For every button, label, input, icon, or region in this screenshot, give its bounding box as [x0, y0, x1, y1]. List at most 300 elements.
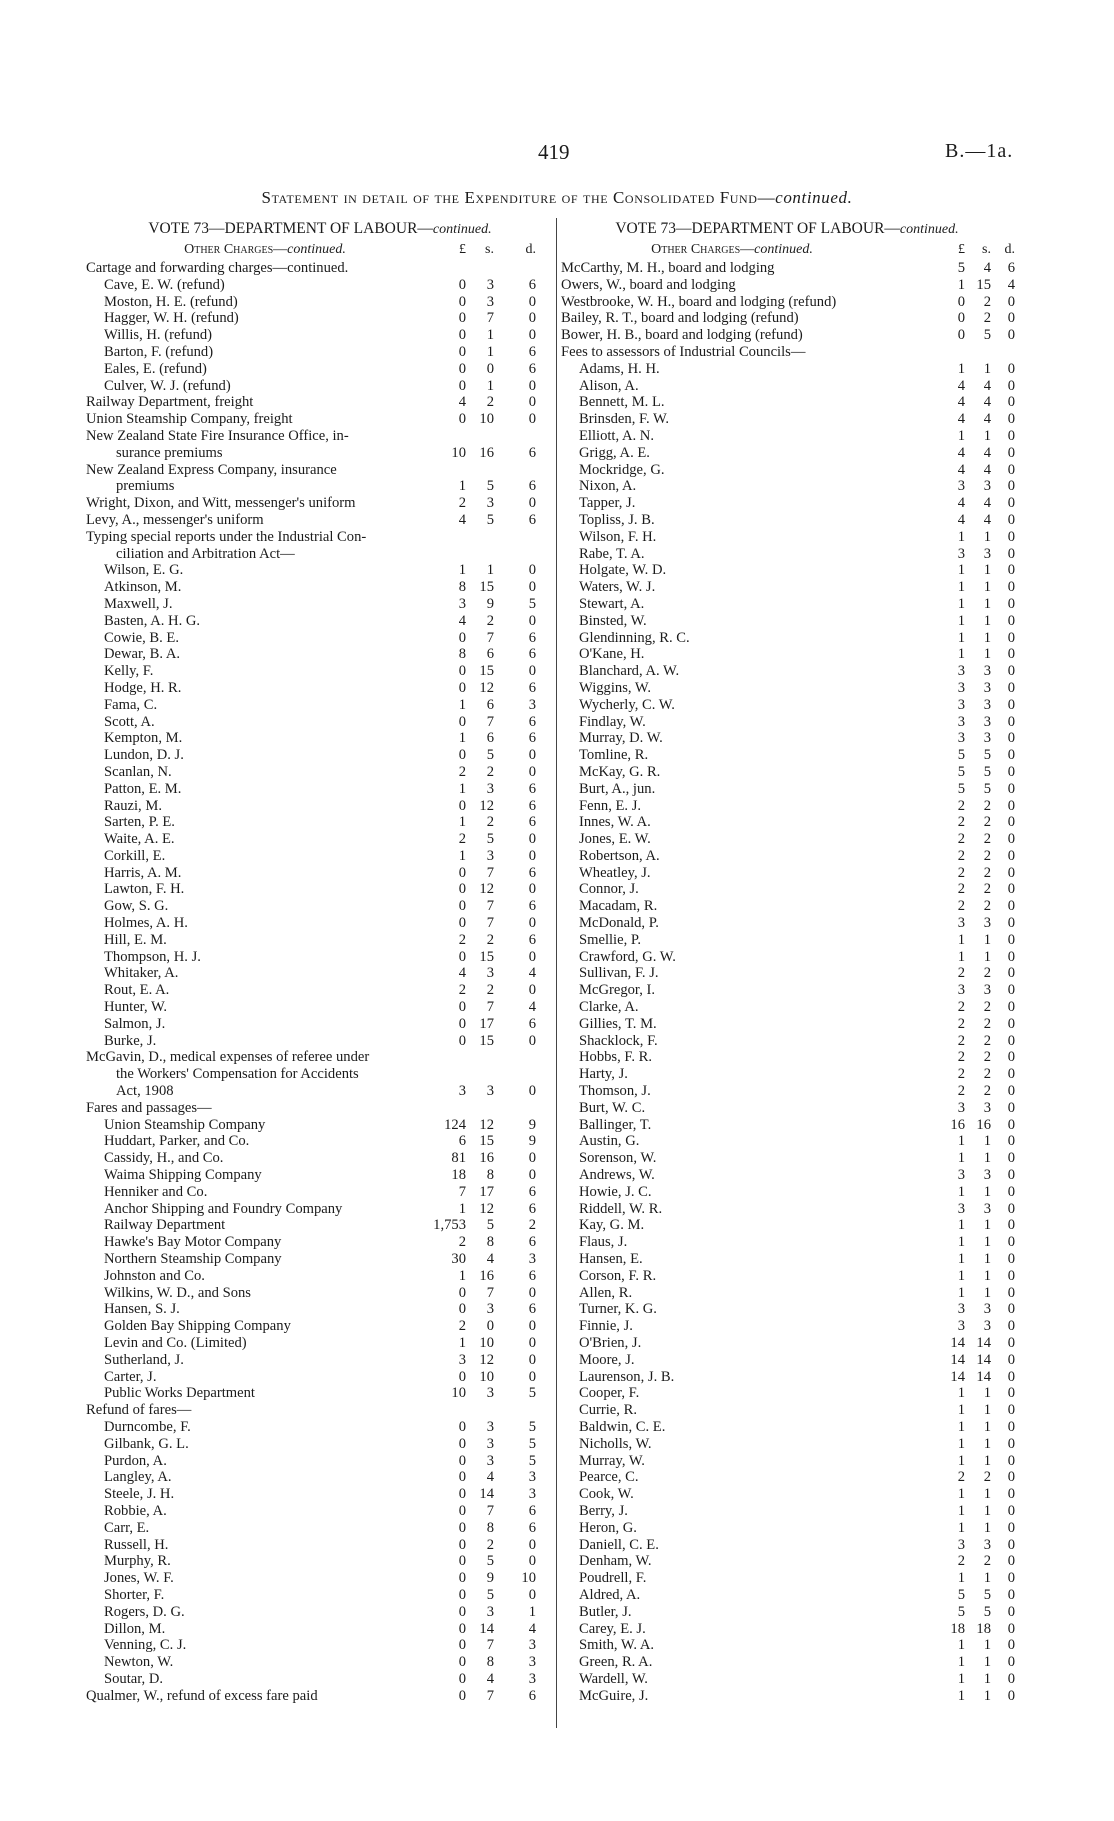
amount-pounds: 2: [458, 1234, 466, 1251]
ledger-row: [86, 277, 554, 294]
amount-pence: 0: [1007, 478, 1015, 495]
ledger-row: [86, 764, 554, 781]
amount-pence: 2: [528, 1217, 536, 1234]
ledger-row: [86, 495, 554, 512]
amount-shillings: 4: [486, 1670, 494, 1687]
amount-pence: 0: [1007, 528, 1015, 545]
amount-pounds: 3: [458, 1083, 466, 1100]
title-continued: continued.: [775, 188, 853, 207]
amount-shillings: 2: [983, 965, 991, 982]
amount-pence: 0: [1007, 915, 1015, 932]
amount-shillings: 5: [486, 511, 494, 528]
amount-pence: 0: [528, 327, 536, 344]
amount-pounds: 0: [957, 310, 965, 327]
amount-pounds: 0: [458, 1452, 466, 1469]
amount-shillings: 4: [983, 411, 991, 428]
amount-shillings: 1: [983, 1183, 991, 1200]
entry-description: Howie, J. C.: [579, 1183, 652, 1200]
amount-shillings: 3: [983, 1301, 991, 1318]
amount-pence: 0: [1007, 360, 1015, 377]
amount-shillings: 4: [486, 1469, 494, 1486]
entry-description: ciliation and Arbitration Act—: [116, 545, 295, 562]
amount-shillings: 12: [479, 1200, 494, 1217]
ledger-row: [557, 747, 1017, 764]
amount-pounds: 4: [458, 394, 466, 411]
ledger-row: [557, 1066, 1017, 1083]
entry-description: Carey, E. J.: [579, 1620, 646, 1637]
ledger-row: [86, 260, 554, 277]
amount-pence: 5: [528, 595, 536, 612]
ledger-row: [557, 764, 1017, 781]
amount-pounds: 1: [957, 360, 965, 377]
amount-pence: 4: [1007, 276, 1015, 293]
ledger-row: [557, 462, 1017, 479]
amount-shillings: 6: [486, 646, 494, 663]
ledger-row: [557, 378, 1017, 395]
amount-shillings: 5: [983, 1603, 991, 1620]
amount-shillings: 3: [486, 1603, 494, 1620]
entry-description: Bennett, M. L.: [579, 394, 665, 411]
ledger-row: [557, 1318, 1017, 1335]
amount-pounds: 0: [458, 327, 466, 344]
ledger-row: [86, 394, 554, 411]
ledger-row: [557, 1234, 1017, 1251]
entry-description: the Workers' Compensation for Accidents: [116, 1066, 359, 1083]
ledger-row: [557, 1049, 1017, 1066]
entry-description: surance premiums: [116, 444, 223, 461]
amount-shillings: 9: [486, 1570, 494, 1587]
amount-shillings: 2: [983, 310, 991, 327]
ledger-row: [86, 881, 554, 898]
amount-pounds: 0: [458, 999, 466, 1016]
amount-pounds: 1: [458, 730, 466, 747]
amount-shillings: 15: [479, 948, 494, 965]
amount-shillings: 3: [983, 730, 991, 747]
entry-description: Binsted, W.: [579, 612, 647, 629]
entry-description: Stewart, A.: [579, 595, 645, 612]
amount-pence: 4: [528, 1620, 536, 1637]
amount-pounds: 124: [444, 1116, 466, 1133]
ledger-row: [557, 327, 1017, 344]
amount-pence: 6: [528, 629, 536, 646]
entry-description: Cook, W.: [579, 1486, 634, 1503]
entry-description: Waite, A. E.: [104, 831, 175, 848]
amount-pence: 0: [1007, 1267, 1015, 1284]
amount-pence: 0: [1007, 1620, 1015, 1637]
amount-pounds: 2: [458, 831, 466, 848]
entry-description: Glendinning, R. C.: [579, 629, 690, 646]
amount-pence: 6: [528, 1183, 536, 1200]
entry-description: Hodge, H. R.: [104, 679, 182, 696]
amount-pence: 6: [528, 898, 536, 915]
amount-pounds: 1: [957, 1486, 965, 1503]
amount-pence: 0: [1007, 310, 1015, 327]
amount-shillings: 5: [486, 1217, 494, 1234]
ledger-row: [86, 1268, 554, 1285]
amount-pounds: 1: [957, 1217, 965, 1234]
amount-pounds: 0: [458, 360, 466, 377]
amount-pounds: 3: [957, 1167, 965, 1184]
amount-pence: 0: [1007, 1418, 1015, 1435]
amount-pounds: 1,753: [433, 1217, 466, 1234]
ledger-row: [557, 898, 1017, 915]
ledger-row: [86, 579, 554, 596]
entry-description: Clarke, A.: [579, 999, 639, 1016]
amount-shillings: 15: [976, 276, 991, 293]
amount-pence: 6: [528, 1015, 536, 1032]
amount-pence: 0: [1007, 545, 1015, 562]
amount-pounds: 0: [458, 1015, 466, 1032]
entry-description: Scanlan, N.: [104, 763, 172, 780]
amount-shillings: 3: [486, 1418, 494, 1435]
amount-pence: 0: [528, 562, 536, 579]
entry-description: Grigg, A. E.: [579, 444, 650, 461]
ledger-row: [557, 1570, 1017, 1587]
entry-description: Venning, C. J.: [104, 1637, 187, 1654]
entry-description: Elliott, A. N.: [579, 427, 654, 444]
ledger-row: [86, 1671, 554, 1688]
entry-description: Flaus, J.: [579, 1234, 628, 1251]
amount-pounds: 0: [458, 881, 466, 898]
amount-pounds: 1: [957, 1150, 965, 1167]
ledger-row: [557, 1369, 1017, 1386]
ledger-row: [557, 1604, 1017, 1621]
amount-pounds: 4: [957, 461, 965, 478]
ledger-row: [557, 1637, 1017, 1654]
entry-description: Alison, A.: [579, 377, 639, 394]
other-charges-heading: [557, 240, 907, 260]
entry-description: Russell, H.: [104, 1536, 169, 1553]
amount-pounds: 1: [458, 1335, 466, 1351]
amount-shillings: 2: [486, 1536, 494, 1553]
ledger-row: [557, 1033, 1017, 1050]
entry-description: Refund of fares—: [86, 1402, 192, 1419]
amount-pence: 0: [1007, 1284, 1015, 1301]
amount-pounds: 0: [458, 747, 466, 764]
amount-shillings: 2: [486, 814, 494, 831]
amount-pounds: 3: [957, 1301, 965, 1318]
amount-pounds: 1: [957, 1133, 965, 1150]
entry-description: O'Brien, J.: [579, 1335, 642, 1351]
amount-pence: 6: [528, 276, 536, 293]
amount-pounds: 10: [451, 444, 466, 461]
amount-shillings: 14: [479, 1620, 494, 1637]
amount-pence: 0: [1007, 1402, 1015, 1419]
vote-continued: continued.: [899, 222, 959, 237]
amount-pence: 0: [1007, 1301, 1015, 1318]
amount-pounds: 0: [458, 679, 466, 696]
amount-shillings: 18: [976, 1620, 991, 1637]
entry-description: Patton, E. M.: [104, 780, 182, 797]
right-ledger: [557, 260, 1017, 1705]
entry-description: Typing special reports under the Industrial Con-: [86, 528, 367, 545]
amount-pounds: 0: [458, 1687, 466, 1704]
ledger-row: [86, 445, 554, 462]
amount-shillings: 1: [983, 1133, 991, 1150]
amount-pounds: 14: [950, 1351, 965, 1368]
ledger-row: [86, 1201, 554, 1218]
entry-description: Tomline, R.: [579, 747, 649, 764]
amount-pounds: 2: [957, 1015, 965, 1032]
entry-description: Wiggins, W.: [579, 679, 651, 696]
entry-description: Hagger, W. H. (refund): [104, 310, 239, 327]
entry-description: Whitaker, A.: [104, 965, 179, 982]
amount-pence: 0: [1007, 1351, 1015, 1368]
amount-pounds: 2: [957, 1049, 965, 1066]
ledger-row: [557, 798, 1017, 815]
amount-pounds: 0: [458, 1603, 466, 1620]
entry-description: Union Steamship Company, freight: [86, 411, 293, 428]
amount-pounds: 3: [957, 679, 965, 696]
amount-pounds: 1: [458, 696, 466, 713]
amount-pence: 0: [1007, 881, 1015, 898]
ledger-row: [557, 361, 1017, 378]
amount-pounds: 1: [957, 1267, 965, 1284]
ledger-row: [557, 663, 1017, 680]
amount-pence: 6: [528, 864, 536, 881]
amount-shillings: 2: [983, 881, 991, 898]
ledger-row: [86, 310, 554, 327]
entry-description: Kay, G. M.: [579, 1217, 645, 1234]
amount-pounds: 3: [957, 730, 965, 747]
amount-pounds: 1: [957, 1519, 965, 1536]
amount-pounds: 1: [458, 478, 466, 495]
amount-pence: 0: [528, 663, 536, 680]
amount-pounds: 1: [957, 948, 965, 965]
amount-shillings: 1: [983, 948, 991, 965]
amount-shillings: 4: [983, 377, 991, 394]
amount-shillings: 4: [983, 495, 991, 512]
amount-shillings: 5: [486, 747, 494, 764]
amount-shillings: 1: [983, 1418, 991, 1435]
amount-shillings: 3: [983, 713, 991, 730]
ledger-row: [86, 1570, 554, 1587]
amount-pence: 6: [528, 1301, 536, 1318]
amount-pence: 0: [1007, 1452, 1015, 1469]
amount-pence: 0: [1007, 1200, 1015, 1217]
amount-shillings: 4: [486, 1251, 494, 1268]
amount-shillings: 3: [486, 965, 494, 982]
amount-shillings: 4: [983, 461, 991, 478]
entry-description: Nixon, A.: [579, 478, 637, 495]
ledger-row: [557, 1385, 1017, 1402]
ledger-row: [86, 1083, 554, 1100]
amount-pence: 0: [528, 1167, 536, 1184]
amount-shillings: 9: [486, 595, 494, 612]
ledger-row: [86, 411, 554, 428]
amount-shillings: 10: [479, 411, 494, 428]
entry-description: Kelly, F.: [104, 663, 154, 680]
amount-shillings: 15: [479, 1032, 494, 1049]
vote-heading-left: [86, 218, 554, 240]
amount-pounds: 2: [957, 1066, 965, 1083]
entry-description: Sutherland, J.: [104, 1351, 184, 1368]
amount-pounds: 4: [957, 411, 965, 428]
ledger-row: [86, 1033, 554, 1050]
ledger-row: [86, 1285, 554, 1302]
amount-pence: 0: [528, 1586, 536, 1603]
amount-pounds: 3: [957, 982, 965, 999]
amount-shillings: 2: [486, 612, 494, 629]
ledger-row: [86, 1587, 554, 1604]
amount-pence: 0: [528, 612, 536, 629]
amount-pence: 5: [528, 1452, 536, 1469]
ledger-row: [86, 814, 554, 831]
amount-pounds: 4: [957, 511, 965, 528]
amount-pence: 6: [528, 444, 536, 461]
entry-description: Moston, H. E. (refund): [104, 293, 238, 310]
entry-description: Pearce, C.: [579, 1469, 639, 1486]
amount-shillings: 2: [486, 394, 494, 411]
ledger-row: [86, 596, 554, 613]
entry-description: Murray, W.: [579, 1452, 645, 1469]
amount-pounds: 0: [458, 343, 466, 360]
entry-description: Innes, W. A.: [579, 814, 651, 831]
amount-pence: 6: [528, 1267, 536, 1284]
entry-description: McGuire, J.: [579, 1687, 649, 1704]
entry-description: Corson, F. R.: [579, 1267, 657, 1284]
entry-description: Allen, R.: [579, 1284, 633, 1301]
ledger-row: [557, 831, 1017, 848]
entry-description: Thompson, H. J.: [104, 948, 201, 965]
amount-pence: 0: [1007, 999, 1015, 1016]
entry-description: Hunter, W.: [104, 999, 168, 1016]
amount-shillings: 7: [486, 898, 494, 915]
amount-shillings: 3: [486, 276, 494, 293]
entry-description: Westbrooke, W. H., board and lodging (refund): [561, 293, 837, 310]
amount-shillings: 2: [983, 898, 991, 915]
amount-shillings: 2: [983, 847, 991, 864]
entry-description: Cassidy, H., and Co.: [104, 1150, 224, 1167]
amount-pence: 0: [1007, 444, 1015, 461]
ledger-row: [557, 865, 1017, 882]
amount-pounds: 1: [957, 1670, 965, 1687]
amount-shillings: 1: [983, 1234, 991, 1251]
amount-pounds: 0: [458, 1670, 466, 1687]
amount-pence: 0: [1007, 1553, 1015, 1570]
amount-pounds: 3: [957, 1099, 965, 1116]
amount-pounds: 4: [957, 444, 965, 461]
entry-description: Hansen, E.: [579, 1251, 643, 1268]
amount-pounds: 1: [957, 1183, 965, 1200]
amount-pence: 0: [1007, 797, 1015, 814]
amount-pence: 0: [1007, 646, 1015, 663]
amount-pounds: 4: [458, 511, 466, 528]
amount-pounds: 0: [458, 1536, 466, 1553]
amount-pounds: 1: [957, 595, 965, 612]
amount-pence: 9: [528, 1116, 536, 1133]
amount-pounds: 0: [458, 1519, 466, 1536]
amount-pounds: 18: [950, 1620, 965, 1637]
entry-description: Currie, R.: [579, 1402, 637, 1419]
ledger-row: [86, 378, 554, 395]
amount-shillings: 1: [983, 360, 991, 377]
amount-pounds: 1: [957, 1452, 965, 1469]
amount-pence: 0: [528, 1368, 536, 1385]
entry-description: Lawton, F. H.: [104, 881, 185, 898]
ledger-row: [557, 1016, 1017, 1033]
amount-shillings: 1: [983, 1385, 991, 1402]
amount-pence: 0: [1007, 663, 1015, 680]
entry-description: Jones, W. F.: [104, 1570, 174, 1587]
entry-description: Cowie, B. E.: [104, 629, 179, 646]
entry-description: Waima Shipping Company: [104, 1167, 262, 1184]
amount-pounds: 2: [458, 1318, 466, 1335]
amount-shillings: 1: [486, 562, 494, 579]
ledger-row: [86, 1604, 554, 1621]
ledger-row: [557, 1671, 1017, 1688]
entry-description: Shacklock, F.: [579, 1032, 658, 1049]
other-charges-continued: continued.: [287, 242, 346, 257]
amount-pence: 0: [1007, 982, 1015, 999]
ledger-row: [557, 1268, 1017, 1285]
entry-description: Waters, W. J.: [579, 579, 656, 596]
ledger-row: [86, 462, 554, 479]
amount-pence: 0: [528, 1083, 536, 1100]
entry-description: Wright, Dixon, and Witt, messenger's uniform: [86, 495, 356, 512]
subheading-left: [86, 240, 554, 260]
amount-pence: 0: [1007, 1234, 1015, 1251]
amount-pence: 6: [528, 511, 536, 528]
amount-shillings: 3: [486, 495, 494, 512]
amount-shillings: 3: [983, 478, 991, 495]
ledger-row: [86, 1318, 554, 1335]
amount-shillings: 3: [486, 780, 494, 797]
amount-pounds: 0: [458, 629, 466, 646]
amount-pence: 0: [1007, 595, 1015, 612]
ledger-row: [557, 529, 1017, 546]
amount-shillings: 2: [983, 293, 991, 310]
entry-description: Durncombe, F.: [104, 1418, 191, 1435]
amount-pence: 0: [1007, 1335, 1015, 1351]
amount-pounds: 0: [957, 293, 965, 310]
amount-pounds: 1: [957, 646, 965, 663]
entry-description: McDonald, P.: [579, 915, 659, 932]
amount-pounds: 4: [957, 377, 965, 394]
ledger-row: [557, 1301, 1017, 1318]
entry-description: Adams, H. H.: [579, 360, 660, 377]
ledger-row: [86, 1637, 554, 1654]
entry-description: Riddell, W. R.: [579, 1200, 663, 1217]
entry-description: Rout, E. A.: [104, 982, 170, 999]
amount-shillings: 3: [486, 847, 494, 864]
amount-pounds: 2: [957, 864, 965, 881]
shillings-header: s.: [982, 242, 991, 257]
amount-pounds: 1: [957, 1687, 965, 1704]
ledger-row: [86, 613, 554, 630]
entry-description: Eales, E. (refund): [104, 360, 207, 377]
amount-pence: 0: [1007, 495, 1015, 512]
ledger-row: [557, 999, 1017, 1016]
ledger-row: [557, 915, 1017, 932]
amount-pounds: 3: [957, 713, 965, 730]
entry-description: Dewar, B. A.: [104, 646, 181, 663]
ledger-row: [557, 1201, 1017, 1218]
amount-shillings: 8: [486, 1654, 494, 1671]
amount-shillings: 7: [486, 310, 494, 327]
amount-shillings: 16: [479, 444, 494, 461]
amount-pence: 0: [1007, 1183, 1015, 1200]
amount-shillings: 0: [486, 1318, 494, 1335]
amount-pence: 0: [1007, 427, 1015, 444]
amount-pounds: 4: [458, 965, 466, 982]
entry-description: Rauzi, M.: [104, 797, 162, 814]
amount-pounds: 3: [957, 545, 965, 562]
amount-pounds: 5: [957, 763, 965, 780]
amount-pence: 0: [1007, 713, 1015, 730]
amount-shillings: 1: [983, 1150, 991, 1167]
entry-description: Levin and Co. (Limited): [104, 1335, 247, 1351]
